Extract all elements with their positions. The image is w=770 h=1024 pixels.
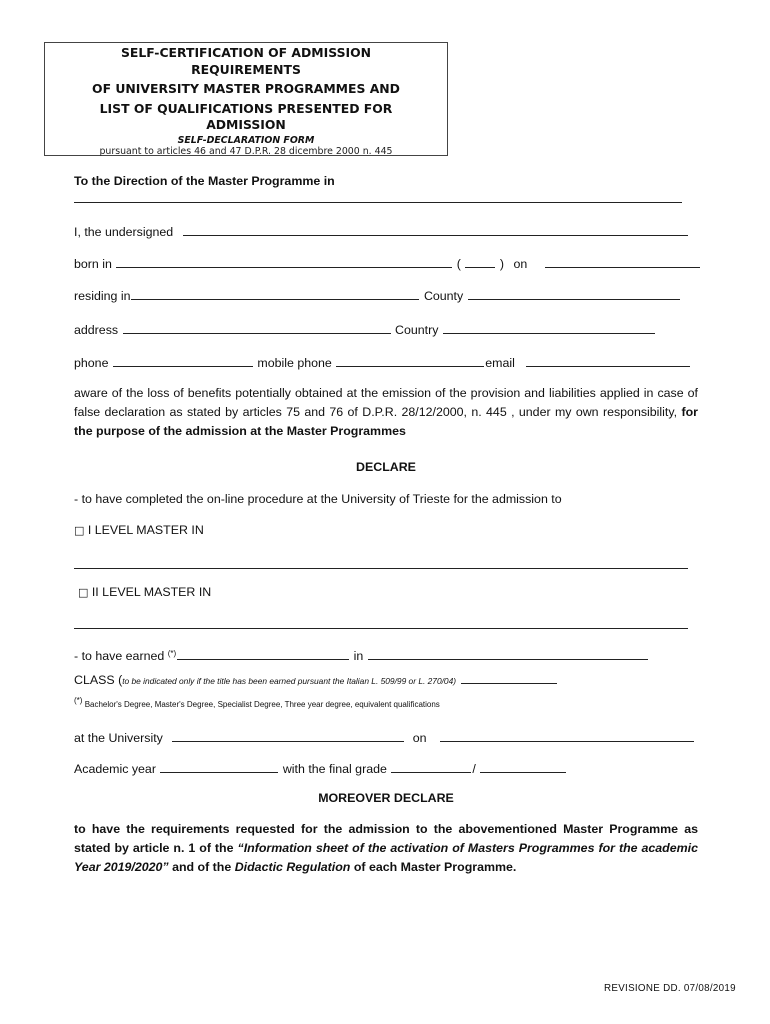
class-note: to be indicated only if the title has been earned pursuant the Italian L. 509/99 or L. 270/04) [122, 676, 457, 686]
address-row [74, 322, 656, 338]
title-line-1: SELF-CERTIFICATION OF ADMISSION [120, 45, 372, 60]
class-label: CLASS ( [74, 673, 123, 687]
undersigned-field[interactable] [183, 224, 688, 236]
born-in-label: born in [74, 257, 112, 271]
mobile-label: mobile phone [257, 356, 332, 370]
undersigned-row [74, 224, 689, 240]
mobile-field[interactable] [336, 355, 484, 367]
direction-label: To the Direction of the Master Programme in [74, 174, 335, 188]
requirements-text-2: and of the [168, 860, 235, 874]
earned-in-label: in [353, 649, 364, 663]
born-row [74, 256, 701, 272]
level1-label: I LEVEL MASTER IN [87, 523, 204, 537]
footnote [74, 695, 440, 711]
form-subtitle: SELF-DECLARATION FORM [177, 134, 315, 146]
graduation-date-field[interactable] [440, 730, 694, 742]
level2-label: II LEVEL MASTER IN [91, 585, 212, 599]
country-field[interactable] [443, 322, 655, 334]
university-label: at the University [74, 731, 163, 745]
footnote-text: Bachelor's Degree, Master's Degree, Specialist Degree, Three year degree, equivalent qualifications [84, 700, 440, 709]
earned-in-field[interactable] [368, 648, 648, 660]
address-field[interactable] [123, 322, 391, 334]
level2-row[interactable] [78, 585, 211, 600]
province-field[interactable] [465, 256, 495, 268]
earned-title-field[interactable] [177, 648, 349, 660]
address-label: address [74, 323, 119, 337]
phone-row [74, 355, 691, 371]
requirements-info-sheet: “Information sheet of the activation of Masters Programmes for the academic Year 2019/2020” [74, 841, 698, 874]
university-field[interactable] [172, 730, 404, 742]
class-field[interactable] [461, 672, 557, 684]
moreover-heading: MOREOVER DECLARE [318, 791, 454, 805]
requirements-didactic: Didactic Regulation [234, 860, 351, 874]
title-line-5: ADMISSION [206, 117, 286, 132]
direction-field[interactable] [74, 202, 682, 203]
phone-label: phone [74, 356, 109, 370]
level1-checkbox[interactable]: □ [74, 524, 85, 537]
residing-field[interactable] [131, 288, 419, 300]
title-line-2: REQUIREMENTS [191, 61, 301, 77]
paren-open: ( [456, 257, 461, 271]
awareness-paragraph [74, 384, 698, 441]
title-line-3: OF UNIVERSITY MASTER PROGRAMMES AND [92, 81, 400, 96]
born-on-label: on [513, 257, 528, 271]
awareness-purpose: for the purpose of the admission at the Master Programmes [74, 405, 698, 438]
level1-row[interactable] [74, 523, 204, 538]
requirements-paragraph [74, 820, 698, 877]
final-grade-field[interactable] [391, 761, 471, 773]
country-label: Country [395, 323, 439, 337]
grade-slash: / [472, 762, 476, 776]
declare-heading: DECLARE [356, 460, 416, 474]
university-row [74, 730, 695, 746]
email-field[interactable] [526, 355, 690, 367]
title-box [44, 42, 448, 156]
earned-label: - to have earned [74, 649, 165, 663]
born-in-field[interactable] [116, 256, 452, 268]
title-line-4: LIST OF QUALIFICATIONS PRESENTED FOR [99, 100, 393, 116]
level1-field[interactable] [74, 568, 688, 569]
level2-field[interactable] [74, 628, 688, 629]
requirements-text-3: of each Master Programme. [350, 860, 517, 874]
undersigned-label: I, the undersigned [74, 225, 174, 239]
earned-footnote-mark: (*) [167, 649, 177, 658]
pursuant-text: pursuant to articles 46 and 47 D.P.R. 28 dicembre 2000 n. 445 [99, 145, 393, 157]
academic-year-label: Academic year [74, 762, 156, 776]
phone-field[interactable] [113, 355, 253, 367]
academic-year-field[interactable] [160, 761, 278, 773]
county-label: County [423, 289, 464, 303]
paren-close: ) [499, 257, 504, 271]
email-label: email [485, 356, 515, 370]
university-on-label: on [412, 731, 427, 745]
requirements-text-1: to have the requirements requested for the admission to the abovementioned Master Programme as stated by article n. 1 of the [74, 822, 698, 855]
birth-date-field[interactable] [545, 256, 700, 268]
awareness-text: aware of the loss of benefits potentially obtained at the emission of the provision and liabilities applied in case of false declaration as stated by articles 75 and 76 of D.P.R. 28/12/2000, n. 445 , under my own responsibility, [74, 386, 698, 419]
completed-text: - to have completed the on-line procedure at the University of Trieste for the admission to [74, 492, 562, 506]
level2-checkbox[interactable]: □ [78, 586, 89, 599]
final-grade-label: with the final grade [282, 762, 387, 776]
footnote-mark: (*) [74, 696, 83, 705]
residing-label: residing in [74, 289, 131, 303]
residing-row [74, 288, 681, 304]
earned-row [74, 646, 649, 664]
grade-max-field[interactable] [480, 761, 566, 773]
revision-footer: REVISIONE DD. 07/08/2019 [604, 983, 736, 994]
class-row [74, 672, 558, 689]
academic-year-row [74, 761, 567, 777]
county-field[interactable] [468, 288, 680, 300]
